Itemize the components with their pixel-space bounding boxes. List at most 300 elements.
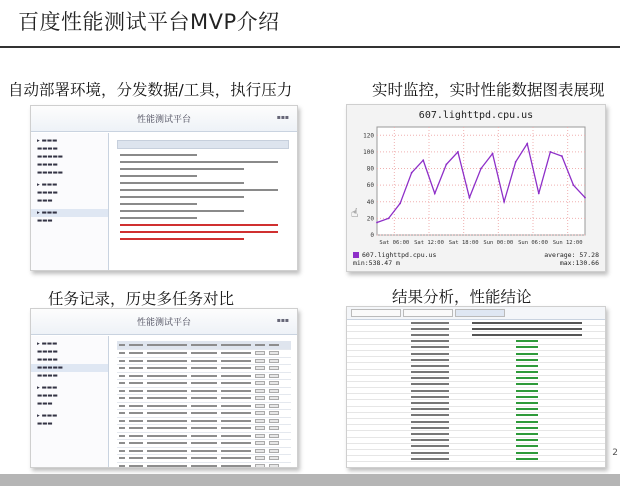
results-cell (347, 371, 407, 373)
row-action-button[interactable] (269, 441, 279, 445)
results-cell (411, 414, 449, 416)
results-cell (411, 396, 449, 398)
row-action-button[interactable] (269, 366, 279, 370)
deploy-sidebar-group: ▸ ▬▬▬ (37, 138, 58, 144)
table-cell (119, 412, 125, 414)
row-action-button[interactable] (255, 359, 265, 363)
results-cell (411, 383, 449, 385)
row-action-button[interactable] (269, 359, 279, 363)
results-cell (411, 390, 449, 392)
table-cell (191, 450, 217, 452)
table-cell (129, 457, 143, 459)
table-cell (119, 375, 125, 377)
row-action-button[interactable] (269, 389, 279, 393)
results-tab (403, 309, 453, 317)
text-line (120, 217, 197, 219)
table-cell (191, 420, 217, 422)
history-sidebar (31, 336, 109, 467)
row-action-button[interactable] (269, 396, 279, 400)
table-cell (221, 427, 251, 429)
y-tick-label: 40 (366, 198, 374, 206)
y-tick-label: 80 (366, 165, 374, 173)
table-cell (147, 405, 187, 407)
series-point (434, 193, 436, 195)
deploy-main-panel (117, 140, 289, 264)
history-sidebar-item: ▬▬▬ (37, 421, 53, 427)
legend-average: average: 57.28 (544, 251, 599, 259)
results-cell (449, 390, 605, 392)
table-cell (119, 457, 125, 459)
table-cell (147, 420, 187, 422)
row-action-button[interactable] (255, 351, 265, 355)
results-cell (411, 402, 449, 404)
deploy-panel-header (117, 140, 289, 149)
table-cell (119, 397, 125, 399)
table-header-row (117, 341, 291, 350)
row-action-button[interactable] (269, 449, 279, 453)
series-point (573, 184, 575, 186)
results-cell (449, 427, 605, 429)
row-action-button[interactable] (255, 419, 265, 423)
row-action-button[interactable] (255, 426, 265, 430)
history-sidebar-item: ▬▬▬▬ (37, 349, 58, 355)
results-cell (411, 421, 449, 423)
results-value (516, 452, 538, 454)
table-cell (119, 360, 125, 362)
row-action-button[interactable] (269, 404, 279, 408)
series-point (561, 155, 563, 157)
results-value (516, 383, 538, 385)
row-action-button[interactable] (255, 456, 265, 460)
results-cell (411, 458, 449, 460)
results-cell (411, 452, 449, 454)
results-cell (347, 452, 407, 454)
results-cell (449, 433, 605, 435)
x-tick-label: Sun 00:00 (483, 240, 514, 246)
deploy-screenshot (30, 105, 298, 271)
table-cell (221, 405, 251, 407)
results-cell (449, 396, 605, 398)
results-cell (347, 365, 407, 367)
table-cell (191, 405, 217, 407)
table-cell (119, 382, 125, 384)
series-point (469, 197, 471, 199)
monitor-chart (347, 105, 606, 272)
results-cell (449, 359, 605, 361)
row-action-button[interactable] (255, 389, 265, 393)
row-action-button[interactable] (269, 434, 279, 438)
y-tick-label: 100 (363, 148, 374, 156)
text-line-highlight (120, 231, 278, 233)
results-value (516, 414, 538, 416)
table-cell (191, 367, 217, 369)
table-cell (129, 344, 143, 346)
table-row (117, 418, 291, 426)
results-cell (449, 346, 605, 348)
monitor-chart-screenshot (346, 104, 606, 272)
series-point (492, 153, 494, 155)
table-cell (119, 442, 125, 444)
results-cell (347, 377, 407, 379)
table-cell (147, 412, 187, 414)
row-action-button[interactable] (269, 426, 279, 430)
table-cell (147, 450, 187, 452)
results-cell (347, 353, 407, 355)
table-cell (129, 465, 143, 467)
series-point (480, 168, 482, 170)
results-cell (347, 445, 407, 447)
results-value (516, 408, 538, 410)
table-cell (147, 360, 187, 362)
results-cell (449, 371, 605, 373)
table-cell (129, 427, 143, 429)
table-cell (221, 442, 251, 444)
table-cell (191, 465, 217, 467)
series-point (503, 201, 505, 203)
table-cell (119, 344, 125, 346)
row-action-button[interactable] (269, 419, 279, 423)
results-cell (347, 421, 407, 423)
results-cell (411, 346, 449, 348)
results-cell (347, 340, 407, 342)
table-cell (147, 397, 187, 399)
row-action-button[interactable] (269, 374, 279, 378)
text-line (120, 210, 244, 212)
table-cell (221, 382, 251, 384)
series-point (422, 159, 424, 161)
table-cell (221, 360, 251, 362)
row-action-button[interactable] (255, 441, 265, 445)
x-tick-label: Sun 06:00 (518, 240, 548, 246)
table-cell (129, 367, 143, 369)
table-cell (221, 367, 251, 369)
results-cell (411, 353, 449, 355)
slide-title: 百度性能测试平台MVP介绍 (18, 10, 280, 34)
table-cell (129, 352, 143, 354)
row-action-button[interactable] (255, 366, 265, 370)
series-point (515, 161, 517, 163)
table-cell (147, 442, 187, 444)
history-sidebar-group: ▸ ▬▬▬ (37, 413, 58, 419)
history-table (117, 341, 291, 463)
results-cell (347, 390, 407, 392)
deploy-app-title: 性能测试平台 (136, 115, 191, 125)
table-cell (147, 457, 187, 459)
table-row (117, 433, 291, 441)
results-cell (411, 408, 449, 410)
table-cell (191, 375, 217, 377)
table-cell (147, 352, 187, 354)
table-cell (147, 367, 187, 369)
table-cell (119, 405, 125, 407)
table-cell (147, 427, 187, 429)
row-action-button[interactable] (269, 464, 279, 468)
table-cell (129, 412, 143, 414)
history-sidebar-item: ▬▬▬ (37, 401, 53, 407)
table-cell (269, 344, 279, 346)
row-action-button[interactable] (255, 396, 265, 400)
table-cell (129, 442, 143, 444)
history-screenshot (30, 308, 298, 468)
text-line-highlight (120, 238, 244, 240)
table-row (117, 463, 291, 469)
history-sidebar-item: ▬▬▬▬ (37, 357, 58, 363)
table-cell (119, 390, 125, 392)
results-screenshot (346, 306, 606, 468)
table-cell (221, 465, 251, 467)
table-row (117, 410, 291, 418)
table-row (117, 350, 291, 358)
table-cell (191, 360, 217, 362)
row-action-button[interactable] (269, 351, 279, 355)
table-cell (119, 450, 125, 452)
history-app-title: 性能测试平台 (136, 318, 191, 328)
caption-deploy: 自动部署环境，分发数据/工具，执行压力 (8, 81, 293, 99)
results-cell (449, 340, 605, 342)
results-cell (347, 346, 407, 348)
table-cell (191, 382, 217, 384)
table-row (117, 380, 291, 388)
table-cell (147, 465, 187, 467)
results-cell (347, 396, 407, 398)
table-cell (191, 442, 217, 444)
caption-history: 任务记录，历史多任务对比 (48, 290, 235, 308)
results-cell (449, 445, 605, 447)
results-cell (411, 365, 449, 367)
results-cell (449, 353, 605, 355)
table-row (117, 403, 291, 411)
row-action-button[interactable] (269, 411, 279, 415)
results-cell (347, 383, 407, 385)
table-row (117, 440, 291, 448)
text-line (120, 189, 278, 191)
table-cell (221, 412, 251, 414)
results-cell (347, 458, 407, 460)
table-cell (191, 397, 217, 399)
results-cell (347, 414, 407, 416)
text-line (120, 182, 244, 184)
results-value (516, 377, 538, 379)
row-action-button[interactable] (255, 381, 265, 385)
results-cell (449, 402, 605, 404)
x-tick-label: Sun 12:00 (552, 240, 583, 246)
results-value (516, 390, 538, 392)
table-cell (191, 344, 217, 346)
table-cell (147, 344, 187, 346)
chart-title: 607.lighttpd.cpu.us (418, 110, 534, 121)
row-action-button[interactable] (269, 456, 279, 460)
history-sidebar-group: ▸ ▬▬▬ (37, 385, 58, 391)
deploy-sidebar-item: ▬▬▬ (37, 218, 53, 224)
row-action-button[interactable] (255, 449, 265, 453)
table-cell (221, 435, 251, 437)
series-point (445, 163, 447, 165)
results-cell (411, 328, 449, 330)
table-cell (221, 397, 251, 399)
results-cell (449, 322, 605, 324)
caption-results: 结果分析，性能结论 (392, 288, 532, 306)
results-cell (347, 359, 407, 361)
table-cell (119, 352, 125, 354)
results-cell (411, 433, 449, 435)
results-cell (449, 377, 605, 379)
results-cell (449, 421, 605, 423)
results-value (472, 328, 582, 330)
row-action-button[interactable] (269, 381, 279, 385)
results-value (472, 334, 582, 336)
legend-series (353, 251, 436, 259)
y-tick-label: 20 (366, 215, 374, 223)
table-row (117, 365, 291, 373)
results-cell (347, 408, 407, 410)
table-cell (129, 382, 143, 384)
row-action-button[interactable] (255, 464, 265, 468)
x-tick-label: Sat 06:00 (379, 240, 410, 246)
results-value (516, 396, 538, 398)
table-cell (119, 435, 125, 437)
history-sidebar-group: ▸ ▬▬▬ (37, 341, 58, 347)
history-sidebar-item: ▬▬▬▬ (37, 393, 58, 399)
text-line (120, 161, 278, 163)
row-action-button[interactable] (255, 434, 265, 438)
table-cell (129, 397, 143, 399)
results-value (472, 322, 582, 324)
table-cell (191, 390, 217, 392)
deploy-sidebar-item: ▬▬▬▬ (37, 162, 58, 168)
table-cell (129, 405, 143, 407)
row-action-button[interactable] (255, 411, 265, 415)
deploy-app-header (31, 106, 297, 132)
results-cell (411, 334, 449, 336)
table-cell (147, 375, 187, 377)
table-cell (129, 450, 143, 452)
deploy-sidebar-item: ▬▬▬▬ (37, 190, 58, 196)
legend-min: min:538.47 m (353, 259, 400, 267)
deploy-sidebar-item: ▬▬▬▬ (37, 146, 58, 152)
table-cell (191, 457, 217, 459)
table-cell (191, 412, 217, 414)
deploy-sidebar-item: ▬▬▬▬▬ (37, 170, 63, 176)
table-cell (129, 375, 143, 377)
results-cell (411, 445, 449, 447)
table-cell (119, 367, 125, 369)
series-point (538, 193, 540, 195)
results-value (516, 402, 538, 404)
y-tick-label: 0 (370, 232, 374, 239)
results-cell (449, 408, 605, 410)
results-value (516, 433, 538, 435)
table-cell (129, 435, 143, 437)
table-cell (221, 390, 251, 392)
footer-bar (0, 474, 620, 486)
results-cell (449, 328, 605, 330)
history-sidebar-item-active: ▬▬▬▬▬ (31, 364, 108, 372)
results-tabs (347, 307, 605, 320)
results-cell (347, 402, 407, 404)
results-cell (449, 365, 605, 367)
results-value (516, 346, 538, 348)
table-row (117, 373, 291, 381)
deploy-sidebar-item: ▬▬▬▬▬ (37, 154, 63, 160)
table-cell (221, 352, 251, 354)
table-row (117, 395, 291, 403)
results-value (516, 365, 538, 367)
results-value (516, 353, 538, 355)
chart-legend (353, 251, 599, 267)
table-cell (191, 435, 217, 437)
results-value (516, 340, 538, 342)
table-cell (147, 435, 187, 437)
table-cell (119, 427, 125, 429)
table-row (117, 425, 291, 433)
results-tab-active (455, 309, 505, 317)
deploy-sidebar-group: ▸ ▬▬▬ (37, 182, 58, 188)
legend-series-name: 607.lighttpd.cpu.us (362, 251, 437, 259)
x-tick-label: Sat 18:00 (448, 240, 479, 246)
results-cell (449, 414, 605, 416)
history-app-header (31, 309, 297, 335)
table-cell (221, 420, 251, 422)
results-row (347, 456, 605, 462)
table-cell (129, 390, 143, 392)
table-cell (221, 450, 251, 452)
results-cell (449, 334, 605, 336)
results-cell (449, 452, 605, 454)
hand-cursor-icon: ☝ (351, 206, 359, 220)
results-value (516, 427, 538, 429)
history-sidebar-item: ▬▬▬▬ (37, 373, 58, 379)
table-row (117, 455, 291, 463)
results-cell (411, 371, 449, 373)
results-cell (411, 377, 449, 379)
results-cell (347, 433, 407, 435)
results-cell (449, 439, 605, 441)
series-point (399, 203, 401, 205)
row-action-button[interactable] (255, 374, 265, 378)
row-action-button[interactable] (255, 404, 265, 408)
text-line-highlight (120, 224, 278, 226)
table-cell (129, 420, 143, 422)
series-point (584, 197, 586, 199)
deploy-app-user-icon: ▪▪▪ (276, 114, 289, 121)
results-tab (351, 309, 401, 317)
table-cell (191, 352, 217, 354)
y-tick-label: 60 (366, 182, 374, 190)
results-value (516, 458, 538, 460)
y-tick-label: 120 (363, 132, 374, 140)
results-value (516, 371, 538, 373)
series-point (388, 217, 390, 219)
results-cell (411, 322, 449, 324)
deploy-sidebar-item: ▬▬▬ (37, 198, 53, 204)
table-row (117, 448, 291, 456)
results-cell (411, 340, 449, 342)
table-cell (255, 344, 265, 346)
series-point (411, 172, 413, 174)
series-point (457, 151, 459, 153)
x-tick-label: Sat 12:00 (414, 240, 444, 246)
legend-max: max:130.66 (559, 259, 599, 267)
series-point (526, 143, 528, 145)
text-line (120, 175, 197, 177)
history-app-user-icon: ▪▪▪ (276, 317, 289, 324)
results-cell (347, 322, 407, 324)
results-value (516, 439, 538, 441)
text-line (120, 203, 197, 205)
text-line (120, 168, 244, 170)
results-value (516, 445, 538, 447)
table-cell (221, 344, 251, 346)
